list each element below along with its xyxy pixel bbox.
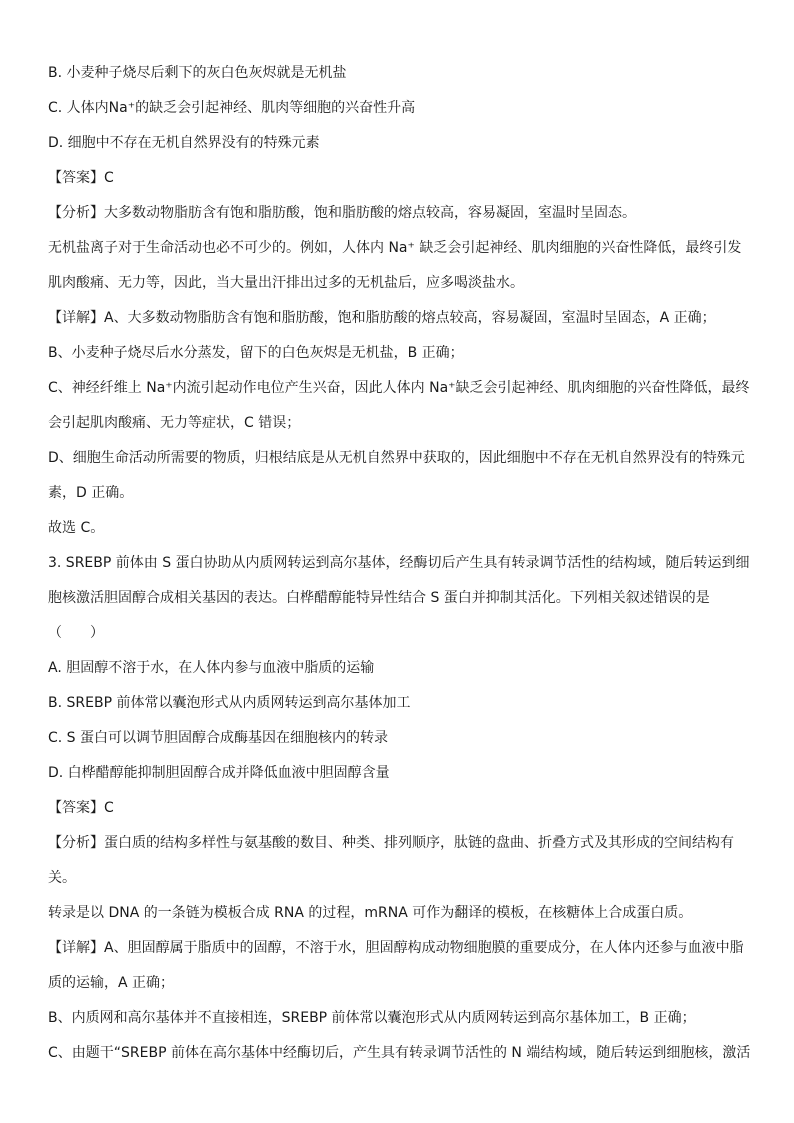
detail-line: 质的运输，A 正确； [48, 975, 175, 991]
detail-line: 会引起肌肉酸痛、无力等症状，C 错误； [48, 415, 301, 431]
option-c: C. 人体内Na⁺的缺乏会引起神经、肌肉等细胞的兴奋性升高 [48, 100, 416, 116]
analysis-line: 【分析】大多数动物脂肪含有饱和脂肪酸，饱和脂肪酸的熔点较高，容易凝固，室温时呈固态。 [48, 205, 636, 221]
conclusion-line: 故选 C。 [48, 520, 105, 536]
detail-line: D、细胞生命活动所需要的物质，归根结底是从无机自然界中获取的，因此细胞中不存在无机自然界没有的特殊元 [48, 450, 745, 466]
option-d: D. 白桦醋醇能抑制胆固醇合成并降低血液中胆固醇含量 [48, 765, 390, 781]
analysis-line: 【分析】蛋白质的结构多样性与氨基酸的数目、种类、排列顺序，肽链的盘曲、折叠方式及其形成的空间结构有 [48, 835, 734, 851]
answer-blank: （ ） [48, 625, 104, 641]
option-d: D. 细胞中不存在无机自然界没有的特殊元素 [48, 135, 320, 151]
detail-line: 素，D 正确。 [48, 485, 134, 501]
question-stem: 胞核激活胆固醇合成相关基因的表达。白桦醋醇能特异性结合 S 蛋白并抑制其活化。下列相关叙述错误的是 [48, 590, 710, 606]
question-stem: 3. SREBP 前体由 S 蛋白协助从内质网转运到高尔基体，经酶切后产生具有转录调节活性的结构域，随后转运到细 [48, 555, 750, 571]
analysis-line: 转录是以 DNA 的一条链为模板合成 RNA 的过程，mRNA 可作为翻译的模板，在核糖体上合成蛋白质。 [48, 905, 693, 921]
analysis-line: 关。 [48, 870, 76, 886]
option-c: C. S 蛋白可以调节胆固醇合成酶基因在细胞核内的转录 [48, 730, 389, 746]
analysis-line: 无机盐离子对于生命活动也必不可少的。例如，人体内 Na⁺ 缺乏会引起神经、肌肉细胞的兴奋性降低，最终引发 [48, 240, 742, 256]
detail-line: B、小麦种子烧尽后水分蒸发，留下的白色灰烬是无机盐，B 正确； [48, 345, 464, 361]
option-a: A. 胆固醇不溶于水，在人体内参与血液中脂质的运输 [48, 660, 375, 676]
analysis-line: 肌肉酸痛、无力等，因此，当大量出汗排出过多的无机盐后，应多喝淡盐水。 [48, 275, 524, 291]
detail-line: B、内质网和高尔基体并不直接相连，SREBP 前体常以囊泡形式从内质网转运到高尔基体加工，B 正确； [48, 1010, 696, 1026]
detail-line: 【详解】A、大多数动物脂肪含有饱和脂肪酸，饱和脂肪酸的熔点较高，容易凝固，室温时呈固态，A 正确； [48, 310, 716, 326]
answer-line: 【答案】C [48, 800, 114, 816]
option-b: B. 小麦种子烧尽后剩下的灰白色灰烬就是无机盐 [48, 65, 347, 81]
option-b: B. SREBP 前体常以囊泡形式从内质网转运到高尔基体加工 [48, 695, 411, 711]
detail-line: 【详解】A、胆固醇属于脂质中的固醇，不溶于水，胆固醇构成动物细胞膜的重要成分，在人体内还参与血液中脂 [48, 940, 744, 956]
detail-line: C、神经纤维上 Na⁺内流引起动作电位产生兴奋，因此人体内 Na⁺缺乏会引起神经、肌肉细胞的兴奋性降低，最终 [48, 380, 750, 396]
detail-line: C、由题干“SREBP 前体在高尔基体中经酶切后，产生具有转录调节活性的 N 端结构域，随后转运到细胞核，激活 [48, 1045, 750, 1061]
answer-line: 【答案】C [48, 170, 114, 186]
